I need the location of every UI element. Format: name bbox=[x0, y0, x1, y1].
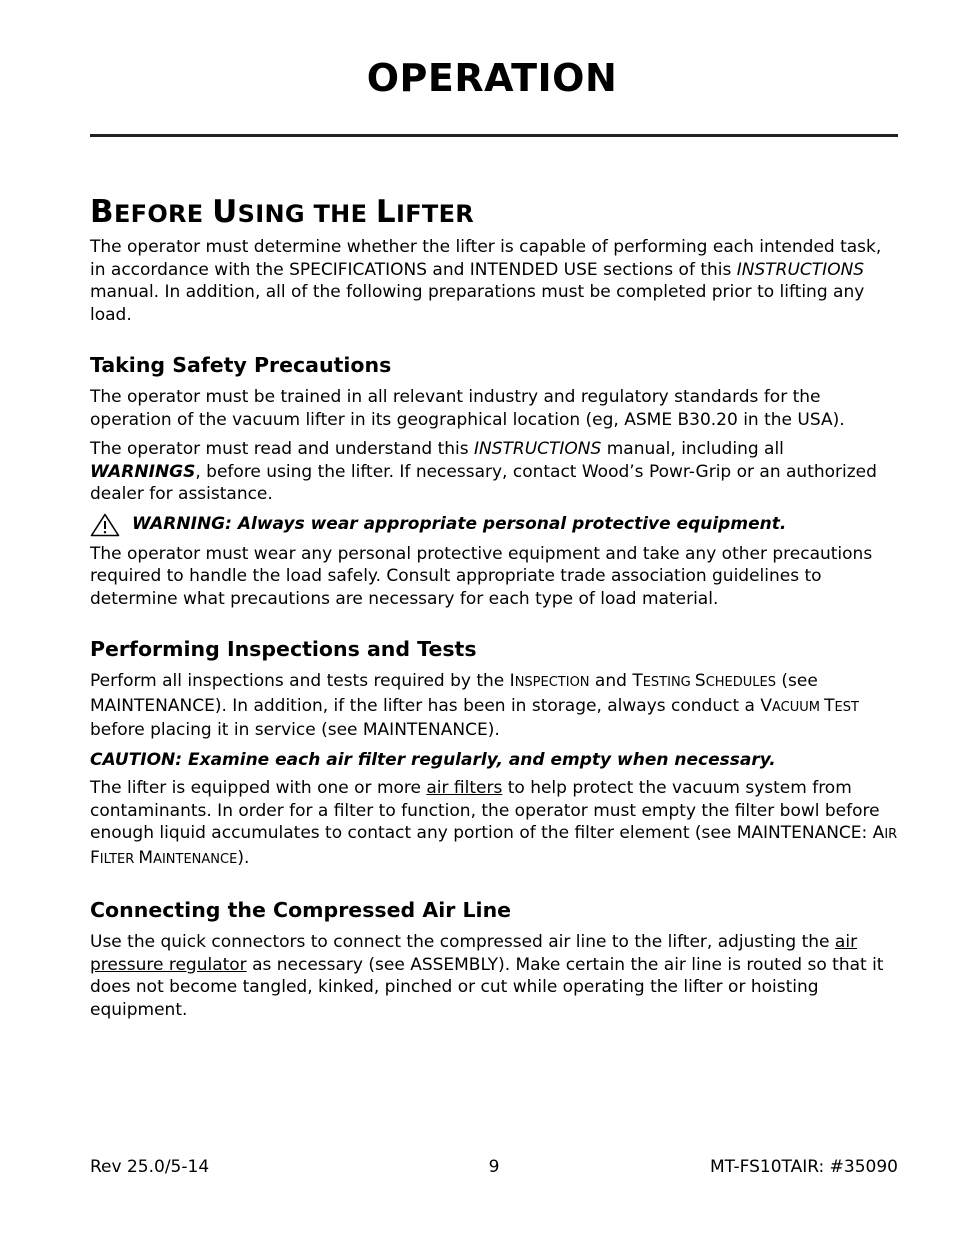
intro-paragraph: The operator must determine whether the lifter is capable of performing each intended task, in accordance with the SPECIFICATIONS and INTENDED USE sections of this INSTRUCTIONS manual. In addition, all of the following preparations must be completed prior to lifting any load. bbox=[90, 237, 882, 325]
footer-revision: Rev 25.0/5-14 bbox=[90, 1157, 210, 1177]
footer-page-number: 9 bbox=[488, 1157, 500, 1177]
page-content bbox=[90, 196, 898, 1028]
footer-document-id: MT-FS10TAIR: #35090 bbox=[710, 1157, 898, 1177]
page-footer bbox=[90, 1156, 898, 1180]
safety-heading: Taking Safety Precautions bbox=[90, 353, 392, 377]
air-filters-link[interactable]: air filters bbox=[426, 778, 503, 798]
air-line-heading: Connecting the Compressed Air Line bbox=[90, 898, 512, 922]
safety-paragraph-training: The operator must be trained in all relevant industry and regulatory standards for the operation of the vacuum lifter in its geographical location (eg, ASME B30.20 in the USA). bbox=[90, 387, 845, 430]
page-title: OPERATION bbox=[366, 56, 618, 100]
safety-paragraph-instructions: The operator must read and understand this INSTRUCTIONS manual, including all WARNINGS, before using the lifter. If necessary, contact Wood’s Powr-Grip or an authorized dealer for assistance. bbox=[90, 439, 877, 504]
warning-text: WARNING: Always wear appropriate personal protective equipment. bbox=[132, 514, 787, 535]
title-divider bbox=[90, 134, 898, 137]
section-heading: BEFORE USING THE LIFTER bbox=[90, 194, 475, 230]
air-line-paragraph: Use the quick connectors to connect the compressed air line to the lifter, adjusting the air pressure regulator as necessary (see ASSEMBLY). Make certain the air line is routed so that it does not become tangled, kinked, pinched or cut while operating the lifter or hoisting equipment. bbox=[90, 932, 884, 1020]
air-filter-paragraph: The lifter is equipped with one or more air filters to help protect the vacuum system from contaminants. In order for a filter to function, the operator must empty the filter bowl before enough liquid accumulates to contact any portion of the filter element (see MAINTENANCE: AIR FILTER MAINTENANCE). bbox=[90, 778, 898, 868]
safety-paragraph-ppe: The operator must wear any personal protective equipment and take any other precautions required to handle the load safely. Consult appropriate trade association guidelines to determine what precautions are necessary for each type of load material. bbox=[90, 543, 873, 609]
warning-triangle-icon bbox=[90, 513, 120, 537]
air-filter-caution: CAUTION: Examine each air filter regularly, and empty when necessary. bbox=[90, 749, 776, 770]
ppe-warning bbox=[90, 513, 898, 537]
air-pressure-regulator-link[interactable]: air pressure regulator bbox=[90, 932, 858, 975]
inspections-heading: Performing Inspections and Tests bbox=[90, 637, 477, 661]
inspections-paragraph: Perform all inspections and tests required by the INSPECTION and TESTING SCHEDULES (see MAINTENANCE). In addition, if the lifter has been in storage, always conduct a VACUUM TEST before placing it in service (see MAINTENANCE). bbox=[90, 671, 859, 740]
